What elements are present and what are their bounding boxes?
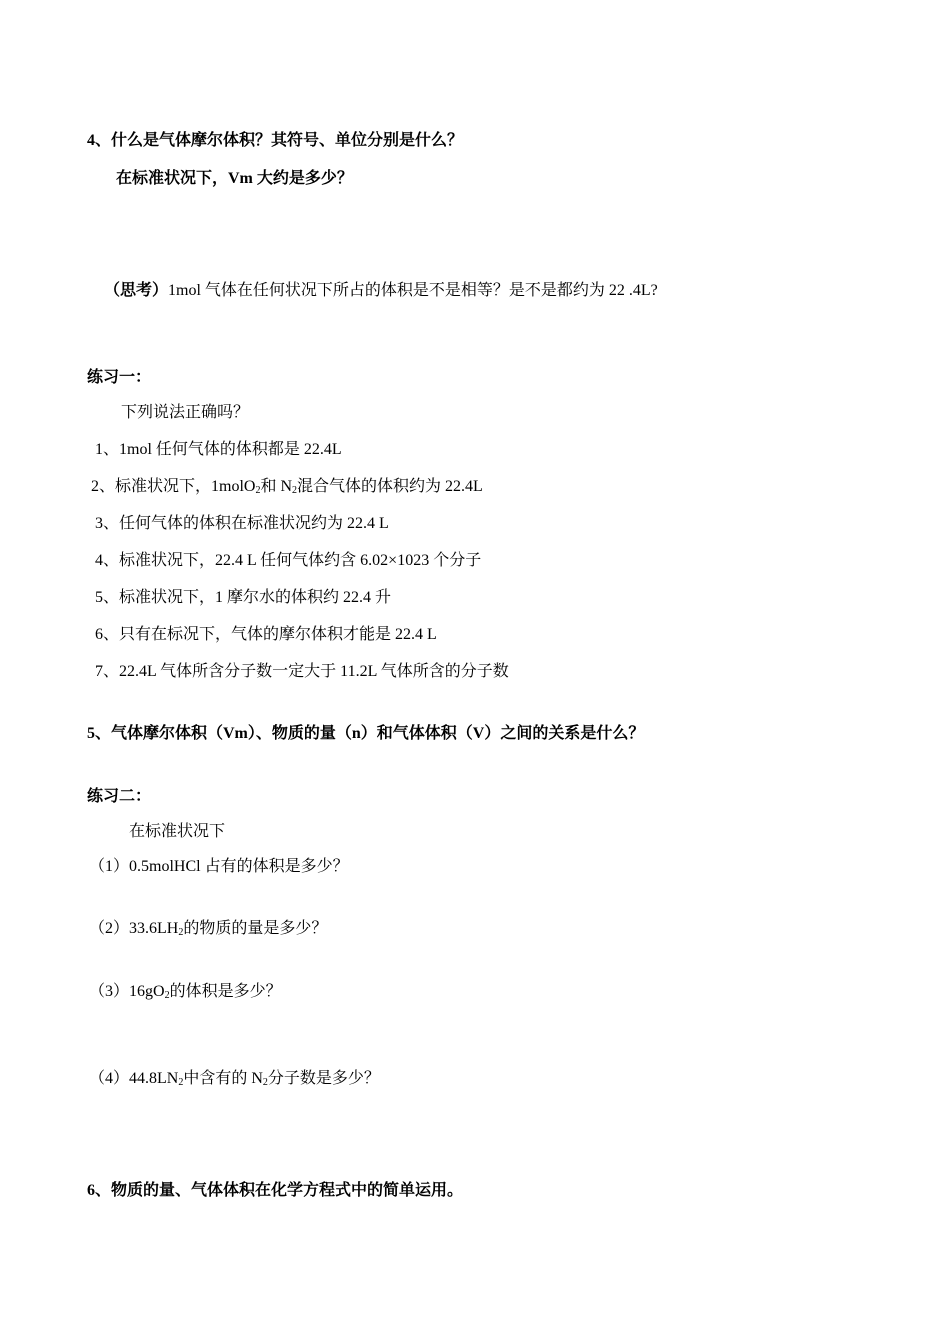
think-label: （思考） (104, 282, 169, 299)
item-3-part-b: 的体积是多少？ (169, 983, 282, 1000)
exercise-1-item-7: 7、22.4L 气体所含分子数一定大于 11.2L 气体所含的分子数 (95, 663, 509, 680)
exercise-1-item-4: 4、标准状况下，22.4 L 任何气体约含 6.02×1023 个分子 (95, 552, 482, 569)
exercise-2-prompt: 在标准状况下 (129, 823, 226, 840)
exercise-1-item-3: 3、任何气体的体积在标准状况约为 22.4 L (95, 515, 389, 532)
exercise-1-item-2 (91, 477, 483, 497)
question-4-line-1: 4、什么是气体摩尔体积？其符号、单位分别是什么？ (87, 132, 464, 149)
exercise-1-prompt: 下列说法正确吗？ (121, 404, 250, 421)
item-2-part-a: 2、标准状况下，1molO (91, 478, 256, 495)
subscript: 2 (262, 1077, 268, 1088)
exercise-2-item-4 (89, 1069, 380, 1089)
item-4-part-b: 中含有的 N (183, 1070, 263, 1087)
subscript: 2 (164, 990, 170, 1001)
item-2-part-a: （2）33.6LH (89, 920, 179, 937)
exercise-1-title: 练习一： (87, 369, 152, 386)
exercise-2-item-1: （1）0.5molHCl 占有的体积是多少？ (89, 858, 349, 875)
item-4-part-c: 分子数是多少？ (267, 1070, 380, 1087)
exercise-1-item-5: 5、标准状况下，1 摩尔水的体积约 22.4 升 (95, 589, 392, 606)
exercise-2-item-2 (89, 919, 327, 939)
item-2-part-b: 的物质的量是多少？ (183, 920, 328, 937)
question-5: 5、气体摩尔体积（Vm）、物质的量（n）和气体体积（V）之间的关系是什么？ (87, 725, 645, 742)
item-4-part-a: （4）44.8LN (89, 1070, 179, 1087)
subscript: 2 (178, 1077, 184, 1088)
subscript: 2 (292, 485, 298, 496)
think-text: 1mol 气体在任何状况下所占的体积是不是相等？是不是都约为 22 .4L? (168, 282, 658, 299)
question-4-line-2: 在标准状况下，Vm 大约是多少？ (116, 170, 353, 187)
exercise-1-item-1: 1、1mol 任何气体的体积都是 22.4L (95, 441, 342, 458)
item-2-part-b: 和 N (260, 478, 293, 495)
item-2-part-c: 混合气体的体积约为 22.4L (297, 478, 483, 495)
exercise-2-title: 练习二： (87, 788, 152, 805)
think-question (104, 281, 658, 301)
item-3-part-a: （3）16gO (89, 983, 165, 1000)
exercise-1-item-6: 6、只有在标况下，气体的摩尔体积才能是 22.4 L (95, 626, 437, 643)
subscript: 2 (255, 485, 261, 496)
subscript: 2 (178, 927, 184, 938)
question-6: 6、物质的量、气体体积在化学方程式中的简单运用。 (87, 1182, 464, 1199)
exercise-2-item-3 (89, 982, 282, 1002)
